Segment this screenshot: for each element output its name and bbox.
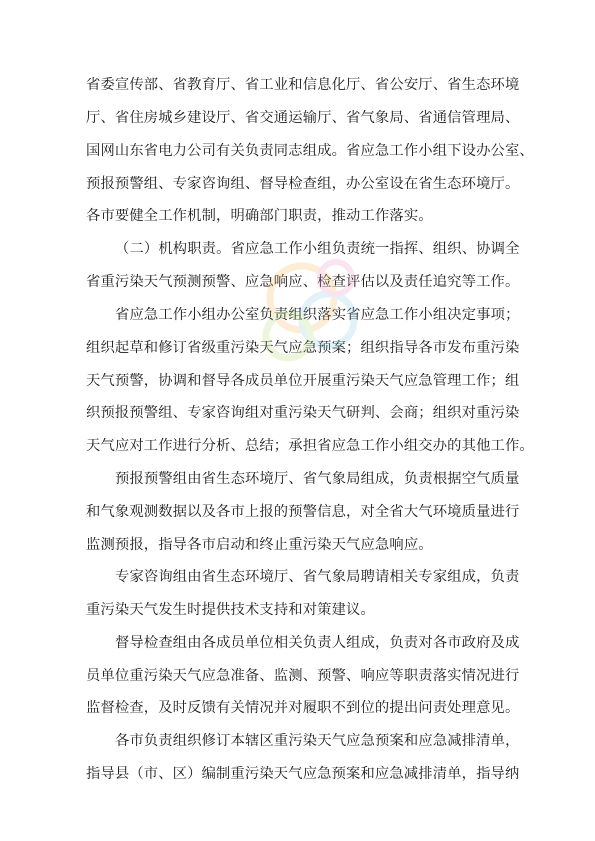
text-line: 天气应对工作进行分析、总结；承担省应急工作小组交办的其他工作。 [86, 438, 534, 454]
text-line: 监测预报，指导各市启动和终止重污染天气应急响应。 [86, 537, 433, 553]
text-line: 省重污染天气预测预警、应急响应、检查评估以及责任追究等工作。 [86, 274, 520, 290]
text-line: 重污染天气发生时提供技术支持和对策建议。 [86, 602, 375, 618]
text-line: 预报预警组、专家咨询组、督导检查组，办公室设在省生态环境厅。 [86, 176, 520, 192]
text-line: 省委宣传部、省教育厅、省工业和信息化厅、省公安厅、省生态环境 [86, 77, 520, 93]
text-line: 天气预警，协调和督导各成员单位开展重污染天气应急管理工作；组 [86, 373, 520, 389]
text-line: 指导县（市、区）编制重污染天气应急预案和应急减排清单，指导纳 [86, 766, 520, 782]
text-line: 专家咨询组由省生态环境厅、省气象局聘请相关专家组成，负责 [115, 569, 520, 585]
text-line: 预报预警组由省生态环境厅、省气象局组成，负责根据空气质量 [115, 471, 520, 487]
text-line: 省应急工作小组办公室负责组织落实省应急工作小组决定事项； [115, 307, 520, 323]
text-line: 织预报预警组、专家咨询组对重污染天气研判、会商；组织对重污染 [86, 405, 520, 421]
text-line: 厅、省住房城乡建设厅、省交通运输厅、省气象局、省通信管理局、 [86, 110, 520, 126]
text-line: （二）机构职责。省应急工作小组负责统一指挥、组织、协调全 [115, 241, 520, 257]
text-line: 和气象观测数据以及各市上报的预警信息，对全省大气环境质量进行 [86, 504, 520, 520]
text-line: 各市负责组织修订本辖区重污染天气应急预案和应急减排清单， [115, 733, 520, 749]
text-line: 督导检查组由各成员单位相关负责人组成，负责对各市政府及成 [115, 635, 520, 651]
text-line: 员单位重污染天气应急准备、监测、预警、响应等职责落实情况进行 [86, 668, 520, 684]
text-line: 组织起草和修订省级重污染天气应急预案；组织指导各市发布重污染 [86, 340, 520, 356]
text-line: 监督检查，及时反馈有关情况并对履职不到位的提出问责处理意见。 [86, 700, 520, 716]
text-line: 国网山东省电力公司有关负责同志组成。省应急工作小组下设办公室、 [86, 143, 534, 159]
text-line: 各市要健全工作机制，明确部门职责，推动工作落实。 [86, 208, 433, 224]
